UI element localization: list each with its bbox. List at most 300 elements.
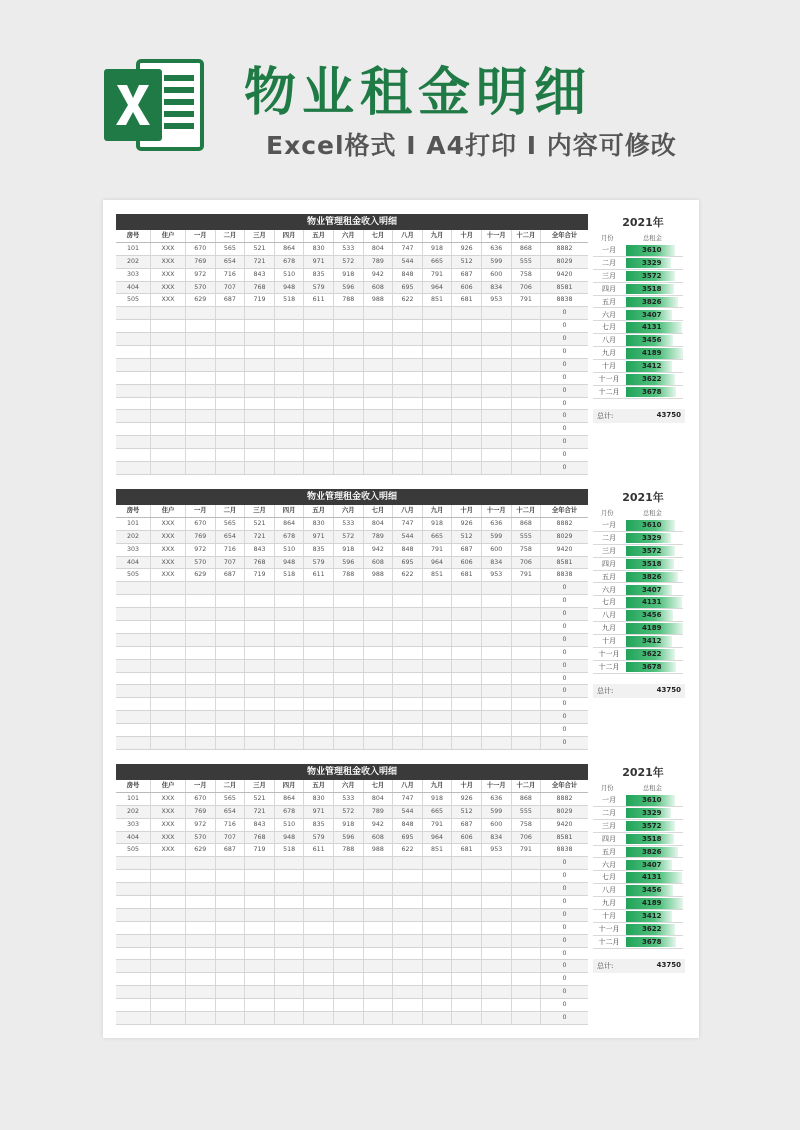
table-cell[interactable]	[452, 973, 482, 985]
table-cell[interactable]	[245, 922, 275, 934]
table-cell[interactable]	[116, 870, 151, 882]
table-cell[interactable]: 848	[393, 544, 423, 556]
table-cell[interactable]: 918	[334, 544, 364, 556]
table-cell[interactable]: 706	[512, 557, 542, 569]
table-cell[interactable]: 687	[216, 844, 246, 856]
table-cell[interactable]: XXX	[151, 269, 186, 281]
table-cell[interactable]	[482, 999, 512, 1011]
table-cell[interactable]	[482, 857, 512, 869]
table-cell[interactable]	[245, 423, 275, 435]
table-cell[interactable]	[116, 973, 151, 985]
table-cell[interactable]: 791	[512, 294, 542, 306]
table-cell[interactable]	[393, 449, 423, 461]
table-cell[interactable]: 804	[364, 243, 394, 255]
table-cell[interactable]	[275, 359, 305, 371]
table-cell[interactable]	[186, 883, 216, 895]
table-cell[interactable]: 791	[512, 569, 542, 581]
table-cell[interactable]	[512, 660, 542, 672]
table-cell[interactable]: 555	[512, 806, 542, 818]
table-cell[interactable]: 0	[562, 936, 567, 944]
table-cell[interactable]	[216, 857, 246, 869]
table-cell[interactable]	[393, 307, 423, 319]
table-cell[interactable]	[304, 608, 334, 620]
table-cell[interactable]	[334, 935, 364, 947]
table-cell[interactable]: 687	[452, 819, 482, 831]
table-cell[interactable]: 769	[186, 806, 216, 818]
table-cell[interactable]	[186, 857, 216, 869]
table-cell[interactable]	[364, 634, 394, 646]
table-cell[interactable]: 964	[423, 557, 453, 569]
table-cell[interactable]: 0	[562, 859, 567, 867]
table-cell[interactable]	[364, 986, 394, 998]
table-cell[interactable]	[334, 660, 364, 672]
table-cell[interactable]: 868	[512, 243, 542, 255]
table-cell[interactable]	[512, 634, 542, 646]
table-cell[interactable]	[512, 333, 542, 345]
table-cell[interactable]	[423, 398, 453, 410]
table-cell[interactable]: 670	[186, 793, 216, 805]
table-cell[interactable]: 518	[275, 569, 305, 581]
table-cell[interactable]	[116, 398, 151, 410]
table-cell[interactable]: 654	[216, 256, 246, 268]
table-cell[interactable]	[151, 935, 186, 947]
table-cell[interactable]	[512, 973, 542, 985]
table-cell[interactable]: 768	[245, 557, 275, 569]
table-cell[interactable]	[216, 621, 246, 633]
table-cell[interactable]	[216, 372, 246, 384]
table-cell[interactable]	[364, 582, 394, 594]
table-cell[interactable]	[512, 621, 542, 633]
table-cell[interactable]	[393, 333, 423, 345]
table-cell[interactable]	[304, 307, 334, 319]
table-cell[interactable]	[216, 896, 246, 908]
table-cell[interactable]	[364, 307, 394, 319]
table-cell[interactable]	[304, 1012, 334, 1024]
table-cell[interactable]	[245, 634, 275, 646]
table-cell[interactable]	[245, 410, 275, 422]
table-cell[interactable]: 518	[275, 844, 305, 856]
table-cell[interactable]	[186, 1012, 216, 1024]
table-cell[interactable]	[482, 698, 512, 710]
table-cell[interactable]: 769	[186, 531, 216, 543]
table-cell[interactable]: 953	[482, 294, 512, 306]
table-cell[interactable]	[393, 685, 423, 697]
table-cell[interactable]	[334, 973, 364, 985]
table-cell[interactable]	[186, 462, 216, 474]
table-cell[interactable]	[364, 685, 394, 697]
table-cell[interactable]	[275, 857, 305, 869]
table-cell[interactable]	[393, 724, 423, 736]
table-cell[interactable]: 864	[275, 243, 305, 255]
table-cell[interactable]	[245, 647, 275, 659]
table-cell[interactable]	[216, 307, 246, 319]
table-cell[interactable]: 0	[562, 412, 567, 420]
table-cell[interactable]	[216, 320, 246, 332]
table-cell[interactable]	[393, 410, 423, 422]
table-cell[interactable]	[275, 595, 305, 607]
table-cell[interactable]	[423, 896, 453, 908]
table-cell[interactable]: 202	[116, 256, 151, 268]
table-cell[interactable]	[512, 647, 542, 659]
table-cell[interactable]	[334, 595, 364, 607]
table-cell[interactable]	[151, 896, 186, 908]
table-cell[interactable]	[275, 711, 305, 723]
table-cell[interactable]	[334, 333, 364, 345]
table-cell[interactable]	[304, 410, 334, 422]
table-cell[interactable]	[304, 857, 334, 869]
table-cell[interactable]: 544	[393, 531, 423, 543]
table-cell[interactable]	[245, 372, 275, 384]
table-cell[interactable]	[186, 724, 216, 736]
table-cell[interactable]	[116, 410, 151, 422]
table-cell[interactable]: 0	[562, 322, 567, 330]
table-cell[interactable]: 579	[304, 557, 334, 569]
table-cell[interactable]	[116, 909, 151, 921]
table-cell[interactable]	[393, 737, 423, 749]
table-cell[interactable]: 918	[423, 243, 453, 255]
table-cell[interactable]	[482, 909, 512, 921]
table-cell[interactable]: 8882	[556, 519, 573, 527]
table-cell[interactable]	[186, 307, 216, 319]
table-cell[interactable]	[452, 922, 482, 934]
table-cell[interactable]: 942	[364, 819, 394, 831]
table-cell[interactable]: 8581	[556, 833, 573, 841]
table-cell[interactable]	[364, 333, 394, 345]
table-cell[interactable]	[452, 960, 482, 972]
table-cell[interactable]: 719	[245, 844, 275, 856]
table-cell[interactable]: 948	[275, 282, 305, 294]
table-cell[interactable]: 8838	[556, 571, 573, 579]
table-cell[interactable]	[482, 673, 512, 685]
table-cell[interactable]: 404	[116, 557, 151, 569]
table-cell[interactable]	[512, 711, 542, 723]
table-cell[interactable]	[245, 883, 275, 895]
table-cell[interactable]	[452, 883, 482, 895]
table-cell[interactable]	[423, 685, 453, 697]
table-cell[interactable]	[334, 698, 364, 710]
table-cell[interactable]	[116, 647, 151, 659]
table-cell[interactable]: 848	[393, 269, 423, 281]
table-cell[interactable]	[216, 960, 246, 972]
table-cell[interactable]	[393, 1012, 423, 1024]
table-cell[interactable]	[245, 960, 275, 972]
table-cell[interactable]	[216, 333, 246, 345]
table-cell[interactable]	[186, 410, 216, 422]
table-cell[interactable]: XXX	[151, 544, 186, 556]
table-cell[interactable]	[216, 870, 246, 882]
table-cell[interactable]: 0	[562, 610, 567, 618]
table-cell[interactable]	[245, 896, 275, 908]
table-cell[interactable]	[304, 634, 334, 646]
table-cell[interactable]	[304, 385, 334, 397]
table-cell[interactable]: XXX	[151, 793, 186, 805]
table-cell[interactable]: 918	[423, 793, 453, 805]
table-cell[interactable]: 971	[304, 806, 334, 818]
table-cell[interactable]: 101	[116, 243, 151, 255]
table-cell[interactable]	[245, 608, 275, 620]
table-cell[interactable]	[482, 436, 512, 448]
table-cell[interactable]: 572	[334, 531, 364, 543]
table-cell[interactable]	[452, 582, 482, 594]
table-cell[interactable]: 599	[482, 806, 512, 818]
table-cell[interactable]	[275, 724, 305, 736]
table-cell[interactable]	[151, 973, 186, 985]
table-cell[interactable]	[393, 948, 423, 960]
table-cell[interactable]	[151, 857, 186, 869]
table-cell[interactable]: XXX	[151, 282, 186, 294]
table-cell[interactable]	[151, 883, 186, 895]
table-cell[interactable]: 521	[245, 243, 275, 255]
table-cell[interactable]: 834	[482, 282, 512, 294]
table-cell[interactable]: 0	[562, 726, 567, 734]
table-cell[interactable]	[334, 346, 364, 358]
table-cell[interactable]: 830	[304, 793, 334, 805]
table-cell[interactable]	[186, 582, 216, 594]
table-cell[interactable]: 834	[482, 832, 512, 844]
table-cell[interactable]	[116, 582, 151, 594]
table-cell[interactable]: 681	[452, 294, 482, 306]
table-cell[interactable]	[151, 372, 186, 384]
table-cell[interactable]	[334, 449, 364, 461]
table-cell[interactable]	[245, 724, 275, 736]
table-cell[interactable]: 768	[245, 282, 275, 294]
table-cell[interactable]	[245, 346, 275, 358]
table-cell[interactable]: 964	[423, 832, 453, 844]
table-cell[interactable]	[512, 385, 542, 397]
table-cell[interactable]: 8581	[556, 558, 573, 566]
table-cell[interactable]	[304, 973, 334, 985]
table-cell[interactable]	[245, 1012, 275, 1024]
table-cell[interactable]	[186, 986, 216, 998]
table-cell[interactable]	[245, 436, 275, 448]
table-cell[interactable]: XXX	[151, 518, 186, 530]
table-cell[interactable]	[334, 857, 364, 869]
table-cell[interactable]	[186, 372, 216, 384]
table-cell[interactable]	[512, 857, 542, 869]
table-cell[interactable]	[452, 320, 482, 332]
table-cell[interactable]	[334, 320, 364, 332]
table-cell[interactable]	[364, 660, 394, 672]
table-cell[interactable]	[151, 724, 186, 736]
table-cell[interactable]	[423, 320, 453, 332]
table-cell[interactable]	[423, 711, 453, 723]
table-cell[interactable]: 0	[562, 674, 567, 682]
table-cell[interactable]	[116, 698, 151, 710]
table-cell[interactable]	[423, 698, 453, 710]
table-cell[interactable]	[245, 385, 275, 397]
table-cell[interactable]: 521	[245, 793, 275, 805]
table-cell[interactable]: 303	[116, 544, 151, 556]
table-cell[interactable]	[393, 320, 423, 332]
table-cell[interactable]	[364, 1012, 394, 1024]
table-cell[interactable]: 788	[334, 569, 364, 581]
table-cell[interactable]: 687	[216, 569, 246, 581]
table-cell[interactable]	[452, 449, 482, 461]
table-cell[interactable]	[393, 935, 423, 947]
table-cell[interactable]	[423, 307, 453, 319]
table-cell[interactable]: XXX	[151, 569, 186, 581]
table-cell[interactable]: 851	[423, 294, 453, 306]
table-cell[interactable]: 964	[423, 282, 453, 294]
table-cell[interactable]	[116, 922, 151, 934]
table-cell[interactable]	[452, 986, 482, 998]
table-cell[interactable]	[116, 948, 151, 960]
table-cell[interactable]	[393, 973, 423, 985]
table-cell[interactable]: XXX	[151, 844, 186, 856]
table-cell[interactable]	[423, 346, 453, 358]
table-cell[interactable]	[186, 385, 216, 397]
table-cell[interactable]	[245, 621, 275, 633]
table-cell[interactable]	[304, 462, 334, 474]
table-cell[interactable]	[364, 960, 394, 972]
table-cell[interactable]: 988	[364, 294, 394, 306]
table-cell[interactable]	[423, 909, 453, 921]
table-cell[interactable]	[482, 621, 512, 633]
table-cell[interactable]: 747	[393, 793, 423, 805]
table-cell[interactable]	[482, 423, 512, 435]
table-cell[interactable]: 681	[452, 569, 482, 581]
table-cell[interactable]: 721	[245, 531, 275, 543]
table-cell[interactable]	[304, 909, 334, 921]
table-cell[interactable]	[334, 647, 364, 659]
table-cell[interactable]	[216, 634, 246, 646]
table-cell[interactable]	[116, 673, 151, 685]
table-cell[interactable]: 0	[562, 910, 567, 918]
table-cell[interactable]	[364, 423, 394, 435]
table-cell[interactable]: 596	[334, 282, 364, 294]
table-cell[interactable]: 8029	[556, 532, 573, 540]
table-cell[interactable]: 791	[512, 844, 542, 856]
table-cell[interactable]: 0	[562, 335, 567, 343]
table-cell[interactable]	[393, 462, 423, 474]
table-cell[interactable]: 599	[482, 531, 512, 543]
table-cell[interactable]	[186, 673, 216, 685]
table-cell[interactable]: 758	[512, 269, 542, 281]
table-cell[interactable]	[452, 462, 482, 474]
table-cell[interactable]	[512, 320, 542, 332]
table-cell[interactable]	[245, 582, 275, 594]
table-cell[interactable]	[393, 986, 423, 998]
table-cell[interactable]	[334, 621, 364, 633]
table-cell[interactable]	[275, 935, 305, 947]
table-cell[interactable]	[482, 398, 512, 410]
table-cell[interactable]: 606	[452, 832, 482, 844]
table-cell[interactable]	[275, 372, 305, 384]
table-cell[interactable]	[216, 436, 246, 448]
table-cell[interactable]	[275, 999, 305, 1011]
table-cell[interactable]: 202	[116, 531, 151, 543]
table-cell[interactable]	[151, 673, 186, 685]
table-cell[interactable]	[364, 647, 394, 659]
table-cell[interactable]	[364, 398, 394, 410]
table-cell[interactable]	[151, 398, 186, 410]
table-cell[interactable]	[482, 973, 512, 985]
table-cell[interactable]: 0	[562, 648, 567, 656]
table-cell[interactable]	[482, 385, 512, 397]
table-cell[interactable]	[423, 372, 453, 384]
table-cell[interactable]	[334, 896, 364, 908]
table-cell[interactable]: 555	[512, 531, 542, 543]
table-cell[interactable]	[423, 595, 453, 607]
table-cell[interactable]	[245, 449, 275, 461]
table-cell[interactable]	[304, 922, 334, 934]
table-cell[interactable]	[216, 935, 246, 947]
table-cell[interactable]: XXX	[151, 243, 186, 255]
table-cell[interactable]: XXX	[151, 819, 186, 831]
table-cell[interactable]	[512, 698, 542, 710]
table-cell[interactable]: 864	[275, 793, 305, 805]
table-cell[interactable]: 0	[562, 885, 567, 893]
table-cell[interactable]	[334, 436, 364, 448]
table-cell[interactable]: 678	[275, 531, 305, 543]
table-cell[interactable]	[275, 685, 305, 697]
table-cell[interactable]	[245, 398, 275, 410]
table-cell[interactable]	[245, 870, 275, 882]
table-cell[interactable]: 670	[186, 518, 216, 530]
table-cell[interactable]: XXX	[151, 806, 186, 818]
table-cell[interactable]	[423, 449, 453, 461]
table-cell[interactable]: 0	[562, 597, 567, 605]
table-cell[interactable]: 600	[482, 269, 512, 281]
table-cell[interactable]: 579	[304, 832, 334, 844]
table-cell[interactable]	[216, 346, 246, 358]
table-cell[interactable]	[116, 423, 151, 435]
table-cell[interactable]	[304, 870, 334, 882]
table-cell[interactable]	[482, 462, 512, 474]
table-cell[interactable]	[216, 948, 246, 960]
table-cell[interactable]: 804	[364, 518, 394, 530]
table-cell[interactable]	[116, 883, 151, 895]
table-cell[interactable]: 565	[216, 518, 246, 530]
table-cell[interactable]	[512, 307, 542, 319]
table-cell[interactable]: 804	[364, 793, 394, 805]
table-cell[interactable]	[186, 999, 216, 1011]
table-cell[interactable]: 0	[562, 425, 567, 433]
table-cell[interactable]: 972	[186, 269, 216, 281]
table-cell[interactable]	[512, 372, 542, 384]
table-cell[interactable]	[393, 398, 423, 410]
table-cell[interactable]: 636	[482, 518, 512, 530]
table-cell[interactable]	[423, 724, 453, 736]
table-cell[interactable]	[186, 359, 216, 371]
table-cell[interactable]	[512, 423, 542, 435]
table-cell[interactable]: 695	[393, 557, 423, 569]
table-cell[interactable]: 570	[186, 832, 216, 844]
table-cell[interactable]: 518	[275, 294, 305, 306]
table-cell[interactable]	[482, 595, 512, 607]
table-cell[interactable]	[364, 870, 394, 882]
table-cell[interactable]	[151, 986, 186, 998]
table-cell[interactable]: 606	[452, 557, 482, 569]
table-cell[interactable]	[393, 385, 423, 397]
table-cell[interactable]	[116, 449, 151, 461]
table-cell[interactable]	[275, 307, 305, 319]
table-cell[interactable]	[245, 711, 275, 723]
table-cell[interactable]: 719	[245, 294, 275, 306]
table-cell[interactable]	[275, 673, 305, 685]
table-cell[interactable]	[275, 948, 305, 960]
table-cell[interactable]: 303	[116, 819, 151, 831]
table-cell[interactable]	[116, 307, 151, 319]
table-cell[interactable]	[151, 423, 186, 435]
table-cell[interactable]: 600	[482, 544, 512, 556]
table-cell[interactable]: 948	[275, 832, 305, 844]
table-cell[interactable]: 788	[334, 844, 364, 856]
table-cell[interactable]: 512	[452, 256, 482, 268]
table-cell[interactable]	[512, 724, 542, 736]
table-cell[interactable]	[151, 922, 186, 934]
table-cell[interactable]	[245, 935, 275, 947]
